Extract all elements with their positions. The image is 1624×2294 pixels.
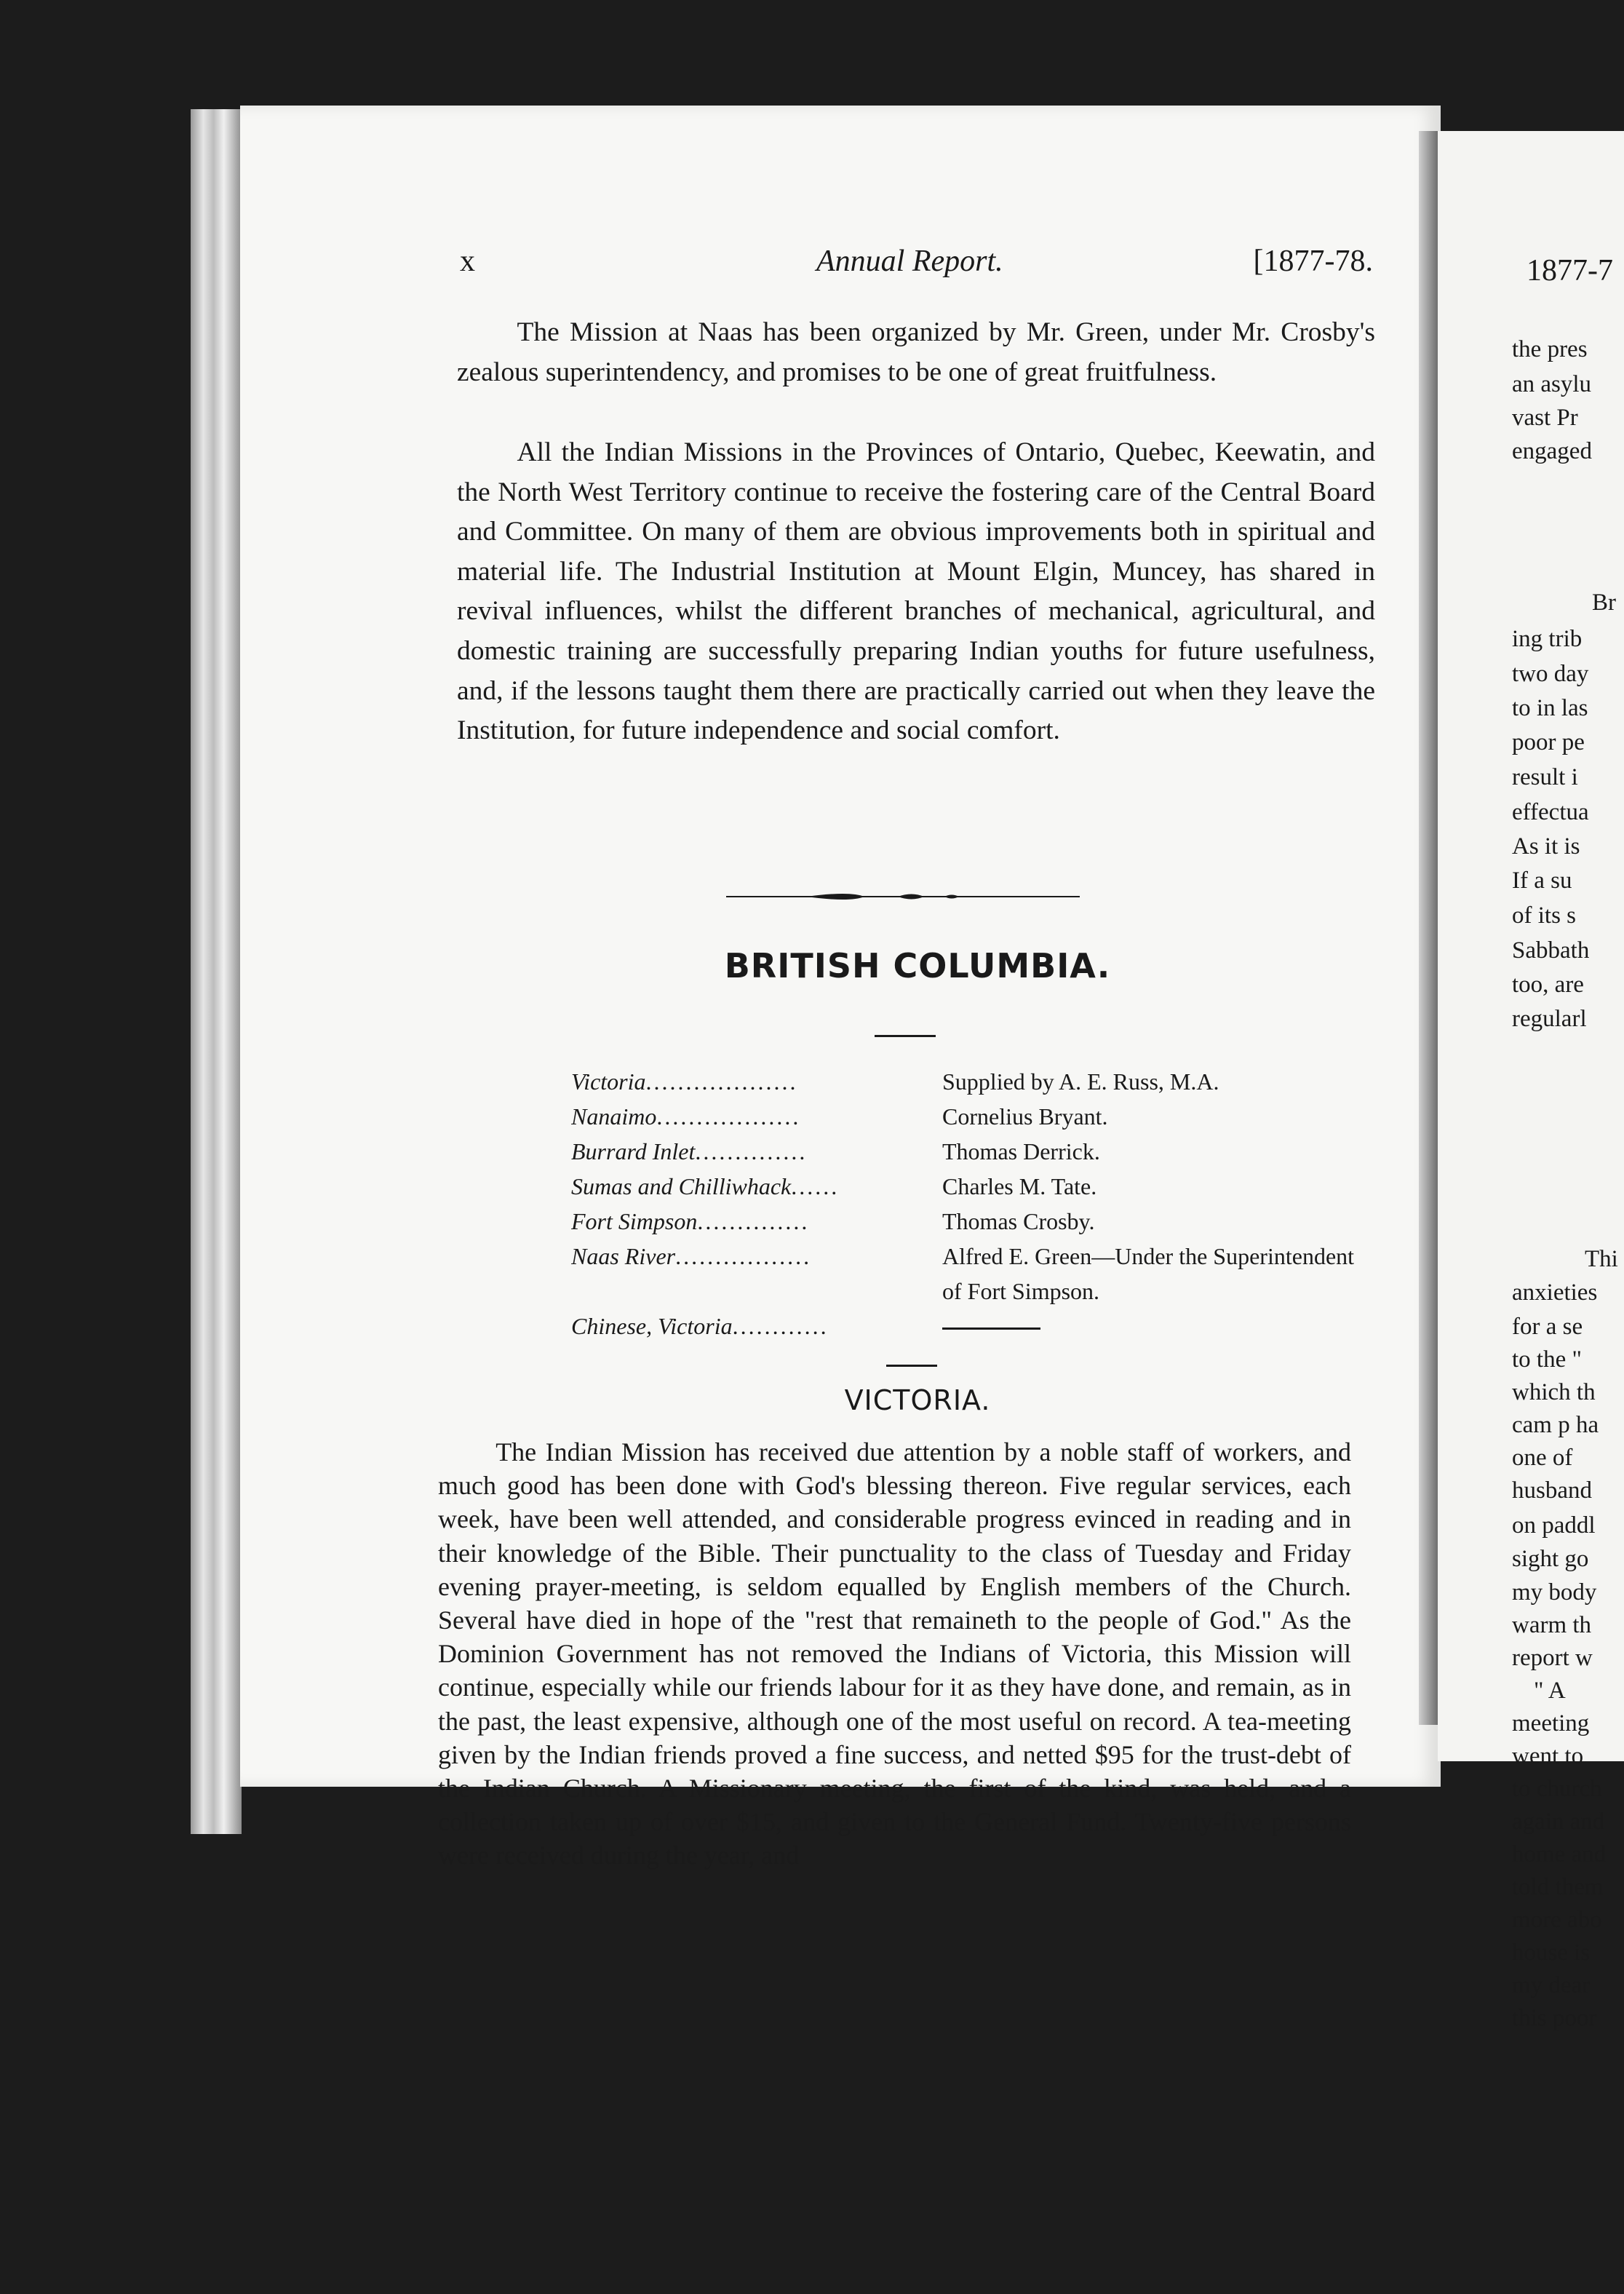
dot-leader: ..................: [656, 1103, 801, 1130]
dot-leader: ...................: [645, 1068, 798, 1095]
section-title: BRITISH COLUMBIA.: [724, 946, 1111, 985]
right-line: anxieties: [1512, 1279, 1598, 1306]
station-missionary: Thomas Derrick.: [942, 1138, 1100, 1164]
subsection-rule: [886, 1365, 937, 1367]
right-line: regularl: [1512, 1006, 1587, 1032]
right-line: went to: [1512, 1743, 1584, 1769]
right-line: effectua: [1512, 799, 1589, 825]
right-line: this poor: [1512, 2005, 1597, 2031]
station-name: Naas River: [571, 1243, 676, 1269]
right-line: Sabbath: [1512, 937, 1590, 964]
station-missionary: Charles M. Tate.: [942, 1173, 1097, 1199]
right-line: to in las: [1512, 695, 1588, 721]
right-line: ing trib: [1512, 626, 1583, 652]
right-line: engaged: [1512, 438, 1592, 464]
right-line: home and: [1512, 1841, 1607, 1868]
station-name: Chinese, Victoria: [571, 1313, 733, 1339]
dot-leader: ..............: [695, 1138, 808, 1164]
station-row: [571, 1309, 1379, 1344]
right-line: " A: [1534, 1678, 1566, 1704]
right-line: which th: [1512, 1379, 1596, 1405]
victoria-paragraph: The Indian Mission has received due attention by a noble staff of workers, and much good has been done with God's blessing thereon. Five regular services, each week, have been well attended, and considerable progress evinced in reading and in their knowledge of the Bible. Their punctuality to the class of Tuesday and Friday evening prayer-meeting, is seldom equalled by English members of the Church. Several have died in hope of the "rest that remaineth to the people of God." As the Dominion Government has not removed the Indians of Victoria, this Mission will continue, especially while our friends labour for it as they have done, and remain, as in the past, the least expensive, although one of the most useful on record. A tea-meeting given by the Indian friends proved a fine success, and netted $95 for the trust-debt of the Indian Church. A Missionary meeting, the first of the kind, was held, and a collection taken up of over $15, and given to the General Fund. Twenty-five persons were received during the year, and: [438, 1437, 1351, 1870]
station-row: [571, 1239, 1379, 1309]
subsection-title: VICTORIA.: [844, 1384, 991, 1416]
dot-leader: .................: [675, 1243, 812, 1269]
right-line: told them: [1512, 1874, 1604, 1900]
right-line: to church: [1512, 1776, 1602, 1802]
right-line: one of: [1512, 1445, 1573, 1471]
station-missionary-blank: [935, 1309, 1364, 1344]
station-row: [571, 1064, 1379, 1099]
dot-leader: ......: [791, 1173, 840, 1199]
station-name: Sumas and Chilliwhack: [571, 1173, 792, 1199]
running-header: [460, 244, 1373, 287]
section-rule: [875, 1035, 936, 1037]
right-line: an asylu: [1512, 371, 1592, 397]
station-name: Nanaimo: [571, 1103, 657, 1130]
header-year: [1877-78.: [1253, 245, 1373, 278]
right-line: If a su: [1512, 868, 1572, 894]
right-line: cam p ha: [1512, 1412, 1599, 1438]
right-line: for a se: [1512, 1314, 1583, 1340]
right-line: two day: [1512, 661, 1589, 687]
station-name: Burrard Inlet: [571, 1138, 696, 1164]
dot-leader: ..............: [697, 1208, 810, 1234]
right-line: on paddl: [1512, 1512, 1596, 1539]
right-line: report w: [1512, 1645, 1593, 1671]
station-missionary: Thomas Crosby.: [942, 1208, 1095, 1234]
station-name: Victoria: [571, 1068, 646, 1095]
right-line: Br: [1592, 590, 1616, 616]
station-list: [571, 1064, 1379, 1344]
blank-rule: [942, 1327, 1040, 1330]
right-line: As it is: [1512, 833, 1580, 860]
running-title: Annual Report.: [816, 245, 1003, 278]
right-line: sight go: [1512, 1546, 1589, 1572]
right-line: the pres: [1512, 336, 1588, 362]
station-row: [571, 1099, 1379, 1134]
right-line: to the ": [1512, 1346, 1582, 1373]
right-line: vast Pr: [1512, 405, 1578, 431]
station-missionary: Supplied by A. E. Russ, M.A.: [942, 1068, 1219, 1095]
right-line: poor pe: [1512, 729, 1585, 755]
paragraph-indian-missions: All the Indian Missions in the Provinces of Ontario, Quebec, Keewatin, and the North West Territory continue to receive the fostering care of the Central Board and Committee. On many of them are obvious improvements both in spiritual and material life. The Industrial Institution at Mount Elgin, Muncey, has shared in revival influences, whilst the different branches of mechanical, agricultural, and domestic training are successfully preparing Indian youths for future usefulness, and, if the lessons taught them there are practically carried out when they leave the Institution, for future independence and social comfort.: [457, 437, 1375, 746]
right-line: more abo: [1512, 1907, 1602, 1933]
right-line: meeting: [1512, 1710, 1590, 1737]
right-line: Thi: [1585, 1246, 1618, 1272]
right-line: too, are: [1512, 972, 1584, 998]
station-row: [571, 1134, 1379, 1169]
station-missionary: Alfred E. Green—Under the Superintendent of Fort Simpson.: [942, 1243, 1355, 1304]
station-row: [571, 1204, 1379, 1239]
page-number: x: [460, 245, 475, 278]
station-row: [571, 1169, 1379, 1204]
station-missionary: Cornelius Bryant.: [942, 1103, 1108, 1130]
paragraph-naas: The Mission at Naas has been organized by Mr. Green, under Mr. Crosby's zealous superintendency, and promises to be one of great fruitfulness.: [457, 317, 1375, 387]
right-line: result i: [1512, 764, 1578, 790]
dot-leader: ............: [732, 1313, 829, 1339]
right-line: of its s: [1512, 902, 1577, 929]
right-line: husband: [1512, 1477, 1592, 1504]
ornament-divider: [726, 889, 1080, 904]
right-page-header: 1877-7: [1527, 254, 1613, 287]
right-line: again and: [1512, 1809, 1605, 1835]
station-name: Fort Simpson: [571, 1208, 698, 1234]
right-line: my body: [1512, 1579, 1597, 1606]
book-gutter: [1419, 131, 1438, 1725]
right-line: warm th: [1512, 1612, 1592, 1638]
right-line: my dear: [1512, 1972, 1591, 1999]
right-line: house is: [1512, 1940, 1591, 1966]
book-fore-edge: [191, 109, 242, 1834]
